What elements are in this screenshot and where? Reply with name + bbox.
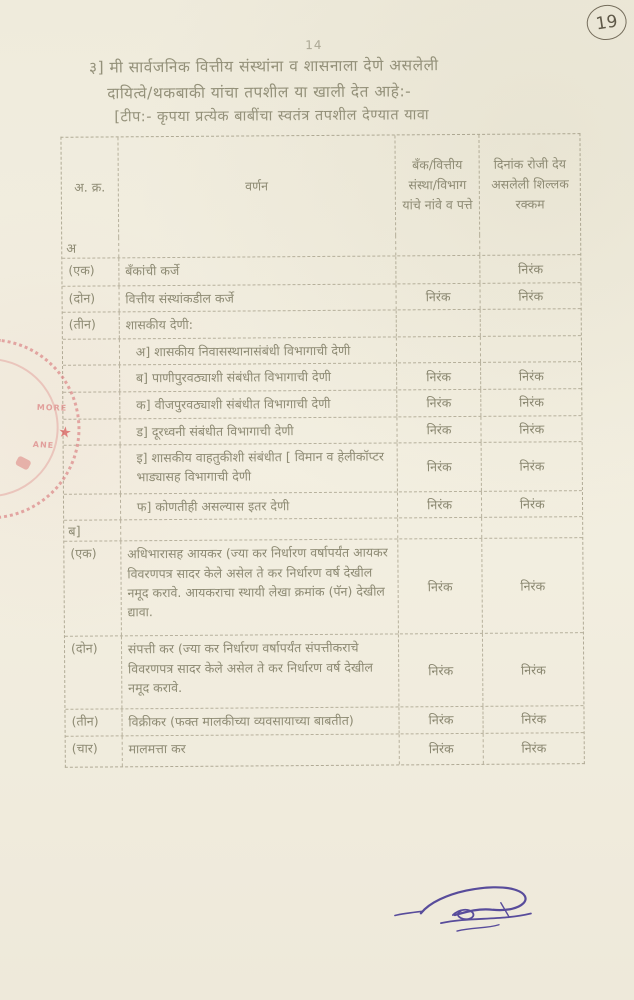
row-institution-value: निरंक bbox=[399, 707, 484, 733]
row-serial: (एक) bbox=[64, 542, 121, 636]
row-institution-value: निरंक bbox=[399, 634, 484, 707]
row-balance-value bbox=[481, 234, 581, 255]
header-description: वर्णन bbox=[118, 135, 396, 237]
row-description bbox=[119, 235, 396, 257]
handwritten-circled-number: 19 bbox=[584, 2, 629, 42]
table-row bbox=[62, 234, 580, 258]
row-serial: (एक) bbox=[62, 258, 119, 285]
table-row bbox=[63, 415, 581, 445]
row-balance-value: निरंक bbox=[519, 496, 545, 512]
row-balance-value: निरंक bbox=[519, 458, 545, 474]
row-institution-value: निरंक bbox=[398, 539, 483, 634]
stamp-text-fragment: ANE bbox=[32, 439, 55, 451]
row-institution-value: निरंक bbox=[397, 390, 482, 416]
stamp-ink-blot bbox=[15, 455, 32, 470]
row-serial bbox=[63, 419, 120, 445]
table-row bbox=[66, 732, 584, 767]
signature bbox=[389, 876, 564, 949]
table-row bbox=[65, 632, 583, 709]
table-body bbox=[62, 234, 584, 766]
row-balance-value: निरंक bbox=[521, 711, 547, 728]
table-row bbox=[64, 490, 582, 520]
row-serial bbox=[63, 392, 120, 418]
row-institution-value: निरंक bbox=[397, 443, 482, 492]
header-balance: दिनांक रोजी देय असलेली शिल्लक रक्कम bbox=[491, 156, 569, 212]
row-description bbox=[121, 519, 398, 541]
row-description: फ] कोणतीही असल्यास इतर देणी bbox=[121, 492, 398, 519]
row-description: क] वीजपुरवठ्याशी संबंधीत विभागाची देणी bbox=[120, 391, 397, 418]
row-description: मालमत्ता कर bbox=[122, 734, 399, 766]
row-balance-value: निरंक bbox=[518, 261, 544, 277]
row-description: ब] पाणीपुरवठ्याशी संबंधीत विभागाची देणी bbox=[120, 364, 397, 392]
row-serial: (दोन) bbox=[65, 637, 122, 709]
row-serial bbox=[63, 365, 120, 391]
row-institution-value bbox=[398, 518, 483, 539]
table-row bbox=[65, 705, 583, 735]
row-balance-value: निरंक bbox=[519, 394, 545, 410]
table-row bbox=[63, 388, 581, 418]
row-balance-value bbox=[481, 336, 581, 362]
heading-line-1: ३] मी सार्वजनिक वित्तीय संस्थांना व शासनाला देणे असलेली bbox=[88, 56, 439, 77]
table-row bbox=[62, 254, 580, 286]
row-institution-value: निरंक bbox=[398, 492, 483, 518]
row-balance-value: निरंक bbox=[519, 421, 545, 437]
heading-line-2: दायित्वे/थकबाकी यांचा तपशील या खाली देत आहे:- bbox=[107, 81, 412, 103]
row-balance-value: निरंक bbox=[520, 662, 546, 678]
row-institution-value bbox=[396, 310, 481, 336]
table-row bbox=[62, 282, 580, 312]
heading-note: [टीप:- कृपया प्रत्येक बाबींचा स्वतंत्र तपशील देण्यात यावा bbox=[114, 107, 430, 126]
table-header-row bbox=[61, 134, 580, 238]
row-institution-value: निरंक bbox=[397, 416, 482, 442]
row-balance-value bbox=[481, 310, 581, 336]
row-institution-value: निरंक bbox=[399, 733, 484, 764]
row-serial: ब] bbox=[64, 521, 121, 541]
row-description: ड] दूरध्वनी संबंधीत विभागाची देणी bbox=[120, 417, 397, 444]
row-serial bbox=[63, 339, 120, 365]
section-heading bbox=[89, 52, 560, 130]
row-institution-value bbox=[396, 235, 481, 256]
row-serial: (दोन) bbox=[63, 286, 120, 312]
row-serial: अ bbox=[62, 237, 119, 257]
row-description: शासकीय देणी: bbox=[120, 311, 397, 338]
row-description: इ] शासकीय वाहतुकीशी संबंधीत [ विमान व हेलीकॉप्टर भाड्यासह विभागाची देणी bbox=[120, 443, 397, 493]
table-row bbox=[63, 361, 581, 392]
row-balance-value: निरंक bbox=[518, 288, 544, 304]
page-number: 14 bbox=[305, 37, 323, 53]
row-serial: (चार) bbox=[66, 736, 123, 766]
table-row bbox=[63, 309, 581, 339]
row-balance-value bbox=[483, 517, 583, 538]
row-institution-value: निरंक bbox=[396, 284, 481, 310]
row-description: बँकांची कर्जे bbox=[119, 256, 396, 285]
table-row bbox=[64, 537, 583, 636]
row-institution-value: निरंक bbox=[397, 363, 482, 390]
row-balance-value: निरंक bbox=[518, 368, 544, 384]
table-row bbox=[64, 441, 582, 494]
stamp-text-fragment: MORE bbox=[36, 402, 67, 413]
row-description: अ] शासकीय निवासस्थानासंबंधी विभागाची देणी bbox=[120, 337, 397, 364]
row-serial: (तीन) bbox=[65, 710, 122, 736]
row-description: वित्तीय संस्थांकडील कर्जे bbox=[119, 284, 396, 311]
star-icon: ★ bbox=[57, 422, 73, 443]
stamp-inner-ring bbox=[0, 350, 67, 506]
table-row bbox=[64, 516, 582, 541]
header-institution: बँक/वित्तीय संस्था/विभाग यांचे नांवे व पत्ते bbox=[395, 135, 480, 236]
row-institution-value bbox=[397, 337, 482, 363]
row-description: अधिभारासह आयकर (ज्या कर निर्धारण वर्षापर्यंत आयकर विवरणपत्र सादर केले असेल ते कर निर्धारण वर्ष देखील नमूद करावे. आयकराचा स्थायी लेखा क्रमांक (पॅन) देखील द्यावा. bbox=[121, 540, 399, 636]
row-serial bbox=[64, 494, 121, 520]
row-serial: (तीन) bbox=[63, 313, 120, 339]
row-serial bbox=[64, 445, 121, 493]
row-institution-value bbox=[396, 256, 481, 284]
row-description: विक्रीकर (फक्त मालकीच्या व्यवसायाच्या बाबतीत) bbox=[122, 708, 399, 735]
liabilities-table bbox=[60, 133, 584, 767]
header-serial: अ. क्र. bbox=[61, 137, 119, 237]
table-row bbox=[63, 335, 581, 365]
row-balance-value: निरंक bbox=[520, 578, 546, 594]
row-balance-value: निरंक bbox=[521, 740, 547, 756]
row-description: संपत्ती कर (ज्या कर निर्धारण वर्षापर्यंत संपत्तीकराचे विवरणपत्र सादर केले असेल ते कर निर्धारण वर्ष देखील नमूद करावे. bbox=[122, 635, 399, 709]
